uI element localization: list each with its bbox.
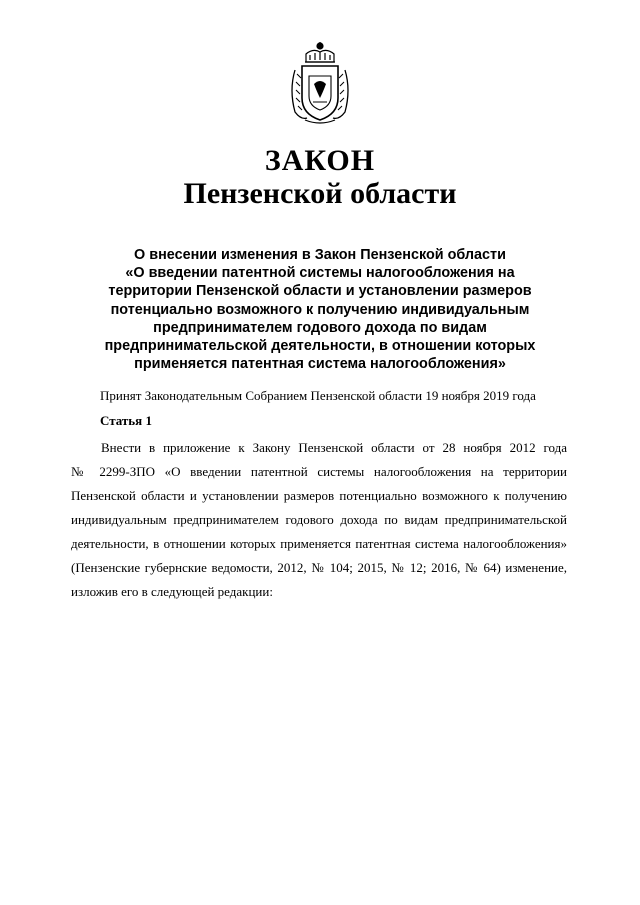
body-line: № 2299-ЗПО «О введении патентной системы налогообложения на территории — [71, 464, 567, 479]
article-body — [71, 436, 567, 604]
body-line: Внести в приложение к Закону Пензенской области от 28 ноября 2012 года — [101, 440, 567, 455]
heading-line: «О введении патентной системы налогообложения на — [125, 265, 515, 282]
heading-line: предпринимателем годового дохода по видам — [153, 319, 487, 336]
body-line: индивидуальным предпринимателем годового дохода по видам предпринимательской — [71, 512, 567, 527]
heading-line: предпринимательской деятельности, в отношении которых — [104, 338, 536, 355]
adoption-note: Принят Законодательным Собранием Пензенской области 19 ноября 2019 года — [100, 388, 536, 403]
heading-line: О внесении изменения в Закон Пензенской области — [134, 247, 506, 263]
law-title: ЗАКОН — [264, 144, 376, 177]
heading-line: применяется патентная система налогообложения» — [134, 356, 506, 373]
body-line: изложив его в следующей редакции: — [71, 584, 273, 599]
body-line: деятельности, в отношении которых применяется патентная система налогообложения» — [71, 536, 567, 551]
coat-of-arms-icon — [285, 40, 355, 126]
body-line: Пензенской области и установлении размеров потенциально возможного к получению — [71, 488, 567, 503]
law-heading — [70, 246, 570, 373]
law-region: Пензенской области — [183, 177, 457, 210]
body-line: (Пензенские губернские ведомости, 2012, № 104; 2015, № 12; 2016, № 64) изменение, — [71, 560, 567, 575]
article-title: Статья 1 — [100, 413, 152, 428]
heading-line: потенциально возможного к получению индивидуальным — [110, 301, 530, 318]
heading-line: территории Пензенской области и установлении размеров — [108, 283, 532, 300]
